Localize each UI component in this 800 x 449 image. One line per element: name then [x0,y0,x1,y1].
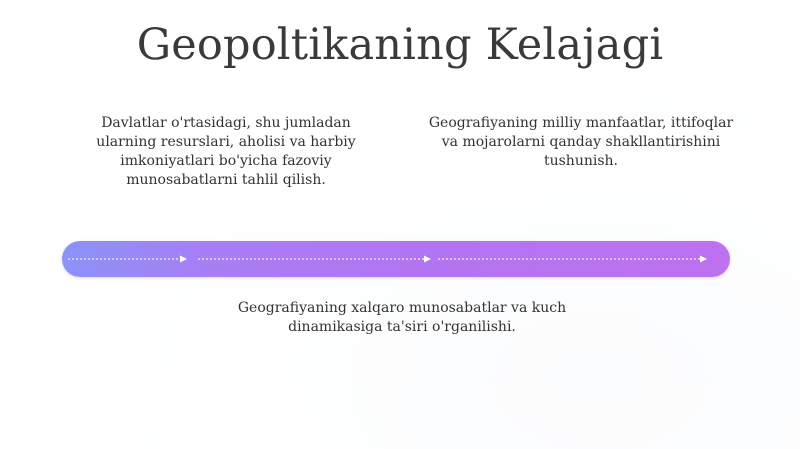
text-block-left: Davlatlar o'rtasidagi, shu jumladan ularning resurslari, aholisi va harbiy imkoniyatlari bo'yicha fazoviy munosabatlarni tahlil qilish. [96,115,356,188]
timeline-arrows [62,241,730,277]
arrow-right-icon [180,256,187,263]
timeline-bar [62,241,730,277]
slide-title: Geopoltikaning Kelajagi [136,20,664,70]
arrow-right-icon [424,256,431,263]
text-block-bottom: Geografiyaning xalqaro munosabatlar va kuch dinamikasiga ta'siri o'rganilishi. [237,300,567,335]
arrow-right-icon [700,256,707,263]
text-block-right: Geografiyaning milliy manfaatlar, ittifoqlar va mojarolarni qanday shakllantirishini tushunish. [428,115,734,169]
